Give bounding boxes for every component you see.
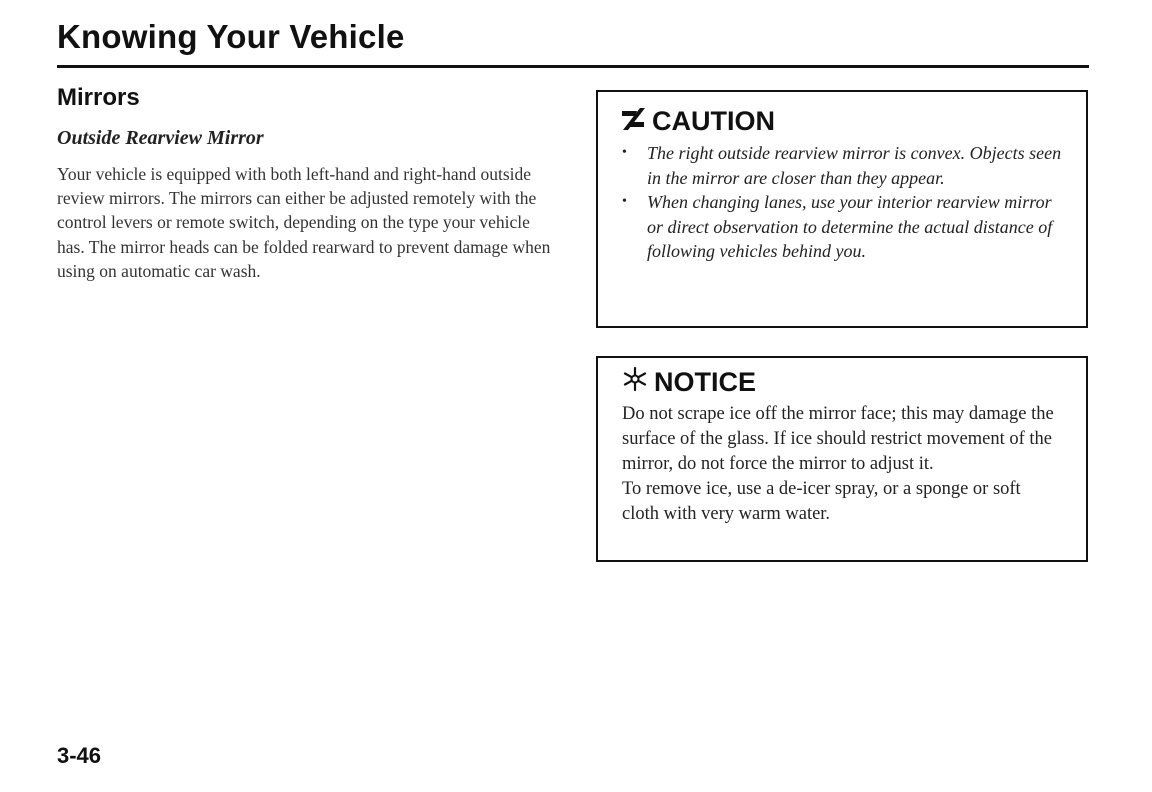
- section-title: Mirrors: [57, 84, 140, 111]
- caution-item-text: When changing lanes, use your interior rearview mirror or direct observation to determine the actual distance of following vehicles behind you.: [647, 192, 1053, 261]
- header-title: Knowing Your Vehicle: [57, 18, 405, 55]
- caution-slash-icon: [622, 106, 646, 137]
- bullet-icon: •: [622, 194, 627, 209]
- asterisk-icon: [622, 366, 648, 399]
- notice-paragraph: To remove ice, use a de-icer spray, or a sponge or soft cloth with very warm water.: [622, 479, 1021, 524]
- notice-text: [622, 402, 1062, 527]
- body-paragraph: Your vehicle is equipped with both left-hand and right-hand outside review mirrors. The mirrors can either be adjusted remotely with the control levers or remote switch, depending on the type your vehicle has. The mirror heads can be folded rearward to prevent damage when using on automatic car wash.: [57, 164, 551, 281]
- notice-heading: [622, 366, 756, 399]
- notice-paragraph: Do not scrape ice off the mirror face; this may damage the surface of the glass. If ice should restrict movement of the mirror, do not force the mirror to adjust it.: [622, 404, 1054, 474]
- caution-item-text: The right outside rearview mirror is convex. Objects seen in the mirror are closer than they appear.: [647, 143, 1062, 188]
- notice-title: NOTICE: [654, 367, 757, 397]
- caution-heading: [622, 106, 775, 137]
- caution-list: [622, 141, 1062, 264]
- caution-title: CAUTION: [652, 106, 775, 136]
- caution-item: [622, 141, 1062, 190]
- caution-item: [622, 190, 1062, 264]
- bullet-icon: •: [622, 145, 627, 160]
- caution-box: [596, 90, 1088, 328]
- subsection-title: Outside Rearview Mirror: [57, 127, 264, 149]
- header-rule: [57, 65, 1089, 68]
- notice-box: [596, 356, 1088, 562]
- page-number: 3-46: [57, 743, 102, 768]
